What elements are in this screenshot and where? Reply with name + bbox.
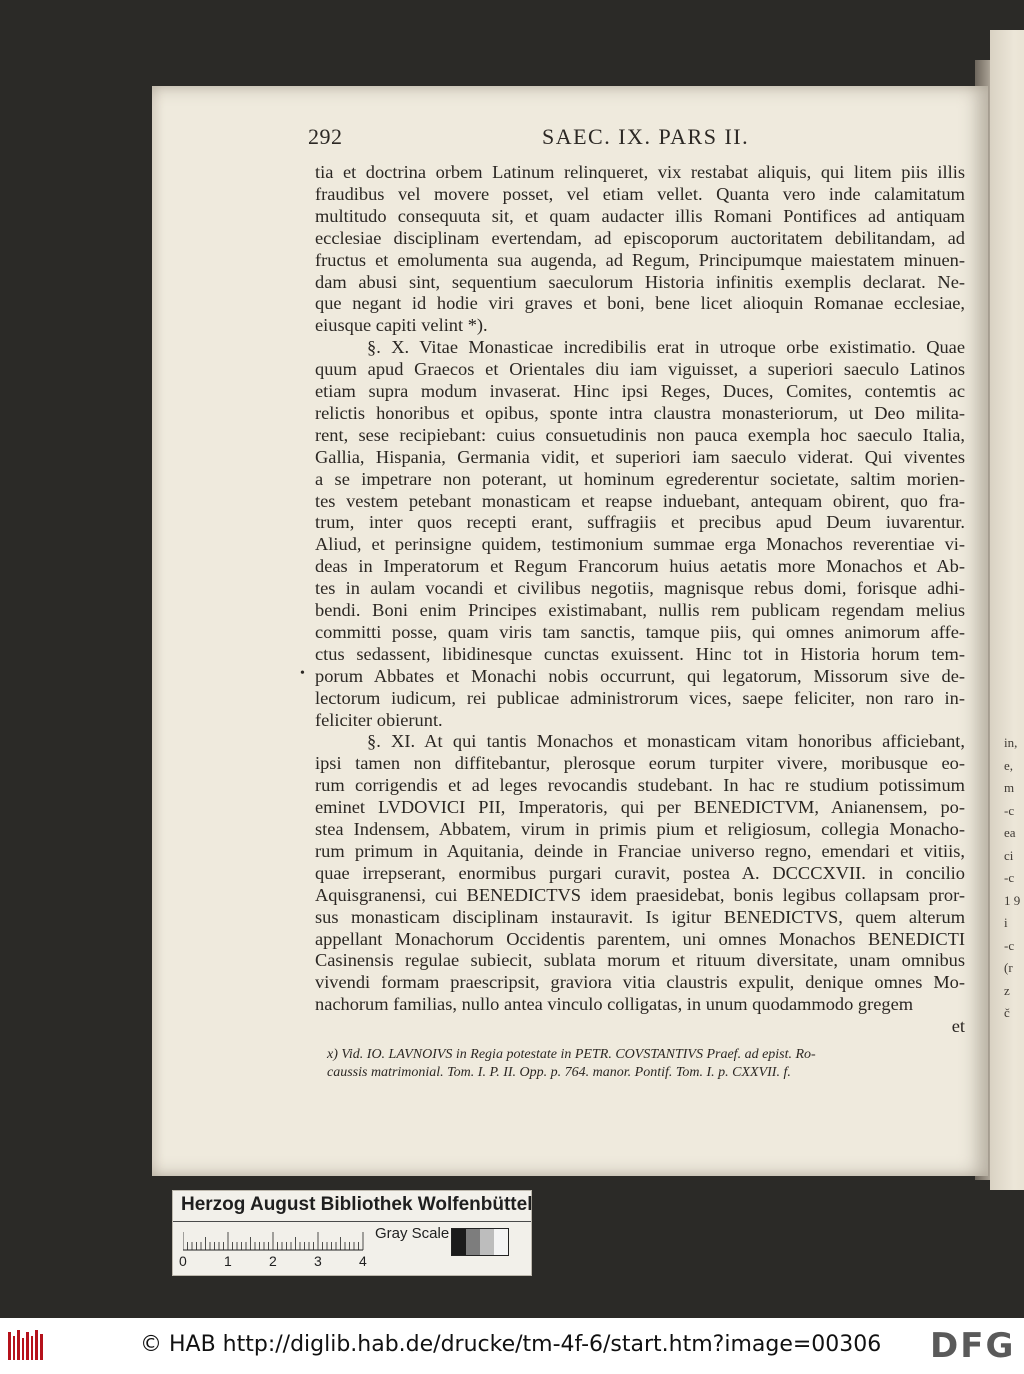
text-line: trum, inter quos recepti erant, suffragiis et precibus apud Deum iuvarentur. [315,512,965,533]
ruler-label: 2 [269,1253,277,1269]
text-line: et [951,1016,965,1037]
margin-mark: • [300,666,305,681]
text-line: ctus sedassent, libidinesque cunctas exuissent. Hinc tot in Historia horum tem- [315,643,965,664]
text-line: quum apud Graecos et Orientales diu iam viguisset, a superiori saeculo Latinos [315,359,965,380]
text-line: stea Indensem, Abbatem, virum in primis pium et religiosum, collegia Monacho- [315,819,965,839]
text-line: fructus et emolumenta sua augenda, ad Regum, Principumque maiestatem minuen- [315,249,965,270]
running-head: SAEC. IX. PARS II. [542,124,750,149]
hab-logo-icon [6,1328,46,1364]
facing-page-fragment: (r [1004,960,1013,975]
text-line: eiusque capiti velint *). [315,315,488,336]
footnote-line: caussis matrimonial. Tom. I. P. II. Opp. p. 764. manor. Pontif. Tom. I. p. CXXVII. f. [327,1065,791,1080]
footnote-line: x) Vid. IO. LAVNOIVS in Regia potestate in PETR. COVSTANTIVS Praef. ad epist. Ro- [327,1047,816,1062]
dfg-logo: DFG [930,1326,1016,1366]
text-line: quae irrepserant, enormibus purgari curavit, postea A. DCCCXVII. in concilio [315,862,965,883]
text-line: feliciter obierunt. [315,709,443,730]
facing-page-fragment: ea [1004,825,1016,840]
ruler-label: 4 [359,1253,367,1269]
text-line: ecclesiae disciplinam evertendam, ad episcoporum auctoritatem debilitandam, ad [315,227,965,248]
ruler [183,1229,368,1251]
facing-page-fragment: -c [1004,937,1015,953]
text-line: appellant Monachorum Occidentis parentem, uni omnes Monachos BENEDICTI [315,928,965,949]
text-line: Casinensis regulae subiecit, sublata morum et rituum diversitate, unam omnibus [315,950,965,971]
text-line: §. X. Vitae Monasticae incredibilis erat in utroque orbe existimatio. Quae [367,337,965,358]
text-line: rum primum in Aquitania, deinde in Franciae universo regno, emendari et vitiis, [315,840,965,861]
gray-patch [494,1229,508,1255]
page-number: 292 [308,124,343,149]
text-line: bendi. Boni enim Principes existimabant, nullis rem publicam regendam melius [315,600,965,620]
text-line: fraudibus vel movere posset, vel etiam vellet. Quanta vero inde calamitatum [315,183,965,204]
text-line: nachorum familias, nullo antea vinculo colligatas, in unum quodammodo gregem [315,994,914,1015]
text-line: que negant id hodie viri graves et boni, bene licet alioquin Romanae ecclesiae, [315,293,965,314]
text-line: Aliud, et perinsigne quidem, testimonium summae erga Monachos reverentiae vi- [315,534,965,555]
facing-page-fragment: in, [1004,735,1018,750]
gray-scale-label: Gray Scale [375,1225,450,1242]
color-scale-card [172,1190,532,1276]
text-line: multitudo consequuta sit, et quam audacter illis Romani Pontifices ad antiquam [315,205,965,226]
facing-page-fragment: 1 9 [1004,892,1021,908]
facing-page-fragment: -c [1004,870,1015,885]
text-line: ipsi tamen non diffitebantur, plerosque eorum turpiter vivere, moribusque eo- [315,753,965,774]
text-line: porum Abbates et Monachi nobis occurrunt, qui legatorum, Missorum sive de- [315,665,965,686]
gray-patch [466,1229,480,1255]
text-line: rent, sese recipiebant: cuius consuetudinis non pauca exempla hoc saeculo Italia, [315,424,965,445]
ruler-label: 0 [179,1253,187,1269]
gray-scale-patches [451,1228,509,1256]
facing-page-fragment: -c [1004,802,1015,818]
text-line: vivendi formam praescripsit, graviora vitia claustris expulit, denique omnes Mo- [315,972,965,993]
text-line: §. XI. At qui tantis Monachos et monasticam vitam honoribus afficiebant, [367,731,965,752]
facing-page-fragment: ci [1004,847,1014,863]
library-name: Herzog August Bibliothek Wolfenbüttel [181,1194,533,1215]
text-line: tia et doctrina orbem Latinum relinqueret, vix restabat aliquis, qui litem piis illis [315,162,965,182]
footer-bar [0,1318,1024,1374]
text-line: deas in Imperatorum et Regum Francorum huius aetatis more Monachos et Ab- [315,556,965,577]
ruler-labels [179,1253,369,1269]
text-line: etiam supra modum invaserat. Hinc ipsi Reges, Duces, Comites, contemtis ac [315,381,965,401]
facing-page-fragment: m [1004,780,1015,795]
gray-patch [452,1229,466,1255]
text-line: relictis honoribus et opibus, sponte intra claustra monasteriorum, ut Deo milita- [315,402,965,423]
text-line: tes vestem petebant monasticam et reapse induebant, antequam obirent, quo fra- [315,490,965,511]
ruler-label: 1 [224,1253,232,1269]
card-divider [173,1221,531,1222]
text-line: tes in aulam vocandi et civilibus negotiis, magnisque rebus domi, forisque adhi- [315,578,965,599]
text-line: Gallia, Hispania, Germania vidit, et superiori iam saeculo viderat. Qui viventes [315,446,965,467]
text-line: lectorum iudicum, rei publicae administrorum vices, saepe feliciter, non raro in- [315,687,965,708]
text-line: dam abusi sint, sequentium saeculorum Historia infinitis exemplis declarat. Ne- [315,271,965,292]
text-line: rum corrigendis et ad leges revocandis studebant. In hac re studium potissimum [315,775,965,796]
facing-page-fragment: z [1004,982,1010,998]
text-line: committi posse, quam viris tam sanctis, tamque piis, qui omnes animorum affe- [315,621,965,642]
ruler-label: 3 [314,1253,322,1269]
text-line: sus monasticam disciplinam instauravit. Is igitur BENEDICTVS, quem alterum [315,906,965,927]
facing-page-fragment: i [1004,915,1008,930]
facing-page-fragment: č [1004,1005,1010,1020]
book-page [152,86,988,1176]
text-line: Aquisgranensi, cui BENEDICTVS idem praesidebat, bonis legibus collapsam pror- [315,884,965,905]
gray-patch [480,1229,494,1255]
facing-page-fragment: e, [1004,757,1014,773]
text-line: a se impetrare non poterant, ut hominum egrederentur societate, saltim morien- [315,468,965,489]
text-line: eminet LVDOVICI PII, Imperatoris, qui per BENEDICTVM, Anianensem, po- [315,797,965,818]
footer-url[interactable]: © HAB http://diglib.hab.de/drucke/tm-4f-6/start.htm?image=00306 [140,1332,882,1357]
